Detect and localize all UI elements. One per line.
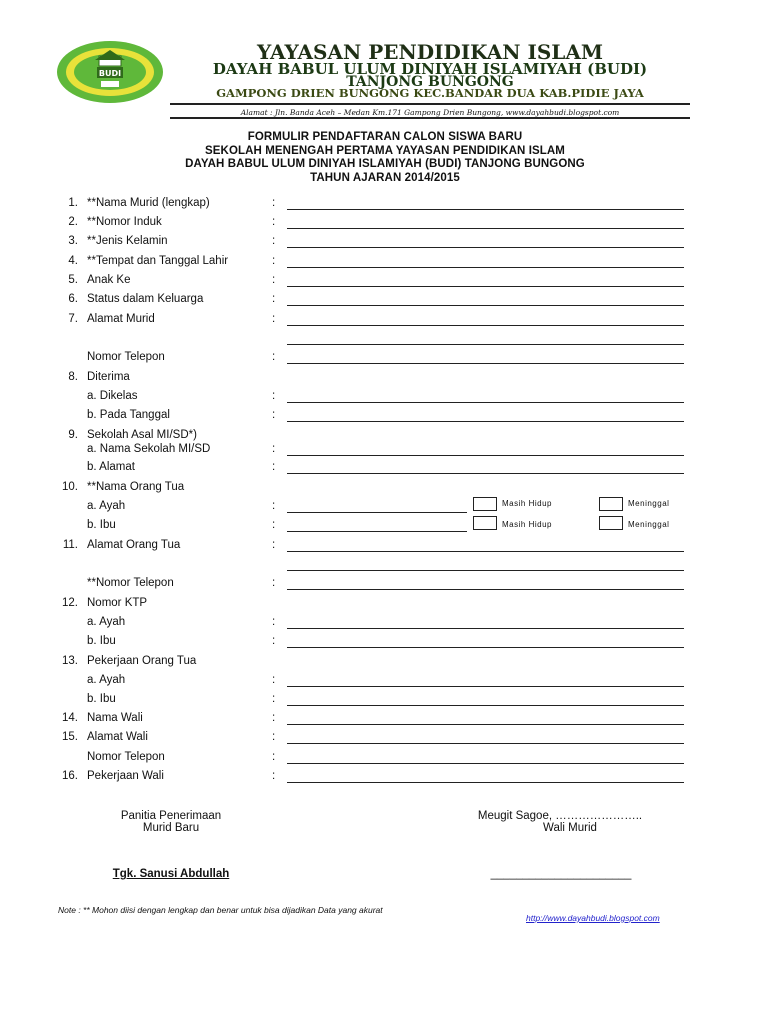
- school-logo: [55, 40, 165, 104]
- field-number: 7.: [68, 313, 78, 325]
- field-number: 13.: [62, 655, 78, 667]
- father-deceased-checkbox[interactable]: [599, 497, 623, 511]
- field-label: Nomor Telepon: [87, 751, 165, 763]
- guardian-title: Wali Murid: [543, 822, 597, 834]
- father-ktp-line[interactable]: [287, 628, 684, 629]
- student-id-line[interactable]: [287, 228, 684, 229]
- committee-name: Tgk. Sanusi Abdullah: [112, 868, 230, 880]
- student-phone-line[interactable]: [287, 363, 684, 364]
- field-colon: :: [272, 409, 276, 421]
- field-label: Nomor KTP: [87, 597, 148, 609]
- header-dayah-name: DAYAH BABUL ULUM DINIYAH ISLAMIYAH (BUDI): [212, 60, 648, 78]
- field-colon: :: [272, 274, 276, 286]
- birth-line[interactable]: [287, 267, 684, 268]
- logo-text: BUDI: [98, 69, 122, 78]
- form-title-line: SEKOLAH MENENGAH PERTAMA YAYASAN PENDIDIKAN ISLAM: [205, 144, 565, 157]
- student-address-line[interactable]: [287, 325, 684, 326]
- field-colon: :: [272, 770, 276, 782]
- student-name-line[interactable]: [287, 209, 684, 210]
- field-colon: :: [272, 390, 276, 402]
- field-colon: :: [272, 635, 276, 647]
- header-rule-bottom: [170, 117, 690, 119]
- father-alive-checkbox[interactable]: [473, 497, 497, 511]
- field-label: b. Ibu: [87, 635, 116, 647]
- field-label: b. Ibu: [87, 519, 116, 531]
- guardian-signature-block: [460, 810, 660, 834]
- field-label: b. Pada Tanggal: [87, 409, 170, 421]
- guardian-signature-line[interactable]: ______________________: [490, 868, 632, 880]
- field-label: a. Ayah: [87, 616, 126, 628]
- field-label: **Nomor Telepon: [87, 577, 174, 589]
- website-link[interactable]: http://www.dayahbudi.blogspot.com: [526, 913, 660, 923]
- header-address: Alamat : Jln. Banda Aceh – Medan Km.171 Gampong Drien Bungong, www.dayahbudi.blogspot.com: [240, 108, 620, 117]
- mother-name-line[interactable]: [287, 531, 467, 532]
- field-number: 14.: [62, 712, 78, 724]
- field-label: b. Ibu: [87, 693, 116, 705]
- field-number: 12.: [62, 597, 78, 609]
- field-colon: :: [272, 500, 276, 512]
- school-address-line[interactable]: [287, 473, 684, 474]
- status-label: Masih Hidup: [502, 520, 552, 529]
- committee-title: Panitia Penerimaan: [120, 810, 222, 822]
- field-label: **Nama Murid (lengkap): [87, 197, 210, 209]
- field-label: Alamat Murid: [87, 313, 155, 325]
- father-name-line[interactable]: [287, 512, 467, 513]
- student-address-line-2[interactable]: [287, 344, 684, 345]
- field-label: Alamat Orang Tua: [87, 539, 181, 551]
- child-order-line[interactable]: [287, 286, 684, 287]
- field-colon: :: [272, 539, 276, 551]
- field-colon: :: [272, 461, 276, 473]
- field-colon: :: [272, 293, 276, 305]
- field-label: a. Dikelas: [87, 390, 138, 402]
- mother-deceased-checkbox[interactable]: [599, 516, 623, 530]
- field-label: **Nomor Induk: [87, 216, 162, 228]
- field-label: Status dalam Keluarga: [87, 293, 204, 305]
- status-label: Meninggal: [628, 520, 670, 529]
- field-number: 3.: [68, 235, 78, 247]
- field-colon: :: [272, 751, 276, 763]
- field-number: 15.: [62, 731, 78, 743]
- field-colon: :: [272, 255, 276, 267]
- field-label: Pekerjaan Orang Tua: [87, 655, 197, 667]
- field-number: 16.: [62, 770, 78, 782]
- form-title-line: DAYAH BABUL ULUM DINIYAH ISLAMIYAH (BUDI) TANJONG BUNGONG: [185, 158, 585, 170]
- school-name-line[interactable]: [287, 455, 684, 456]
- guardian-phone-line[interactable]: [287, 763, 684, 764]
- field-label: a. Nama Sekolah MI/SD: [87, 443, 211, 455]
- field-colon: :: [272, 616, 276, 628]
- field-colon: :: [272, 351, 276, 363]
- field-label: **Nama Orang Tua: [87, 481, 185, 493]
- header-foundation-name: YAYASAN PENDIDIKAN ISLAM: [256, 40, 604, 64]
- field-number: 1.: [68, 197, 78, 209]
- field-label: **Jenis Kelamin: [87, 235, 168, 247]
- father-job-line[interactable]: [287, 686, 684, 687]
- field-colon: :: [272, 674, 276, 686]
- header-rule-top: [170, 103, 690, 105]
- field-label: a. Ayah: [87, 674, 126, 686]
- parent-phone-line[interactable]: [287, 589, 684, 590]
- field-colon: :: [272, 197, 276, 209]
- field-number: 11.: [62, 539, 78, 551]
- status-label: Meninggal: [628, 499, 670, 508]
- field-label: Anak Ke: [87, 274, 131, 286]
- field-label: Alamat Wali: [87, 731, 148, 743]
- guardian-address-line[interactable]: [287, 743, 684, 744]
- footer-note: Note : ** Mohon diisi dengan lengkap dan benar untuk bisa dijadikan Data yang akurat: [58, 905, 383, 915]
- field-number: 2.: [68, 216, 78, 228]
- field-colon: :: [272, 693, 276, 705]
- form-title-line: TAHUN AJARAN 2014/2015: [310, 171, 460, 184]
- field-label: a. Ayah: [87, 500, 126, 512]
- field-label: Nomor Telepon: [87, 351, 165, 363]
- header-region: GAMPONG DRIEN BUNGONG KEC.BANDAR DUA KAB.PIDIE JAYA: [216, 86, 644, 100]
- mother-job-line[interactable]: [287, 705, 684, 706]
- field-number: 9.: [68, 429, 78, 441]
- field-label: Pekerjaan Wali: [87, 770, 164, 782]
- field-colon: :: [272, 731, 276, 743]
- field-colon: :: [272, 712, 276, 724]
- field-number: 6.: [68, 293, 78, 305]
- gender-line[interactable]: [287, 247, 684, 248]
- field-colon: :: [272, 519, 276, 531]
- committee-subtitle: Murid Baru: [142, 822, 200, 834]
- field-number: 4.: [68, 255, 78, 267]
- form-title: [60, 131, 710, 185]
- field-label: **Tempat dan Tanggal Lahir: [87, 255, 229, 267]
- field-colon: :: [272, 313, 276, 325]
- field-number: 10.: [62, 481, 78, 493]
- class-line[interactable]: [287, 402, 684, 403]
- mother-alive-checkbox[interactable]: [473, 516, 497, 530]
- field-number: 5.: [68, 274, 78, 286]
- mother-ktp-line[interactable]: [287, 647, 684, 648]
- guardian-job-line[interactable]: [287, 782, 684, 783]
- family-status-line[interactable]: [287, 305, 684, 306]
- status-label: Masih Hidup: [502, 499, 552, 508]
- parent-address-line-2[interactable]: [287, 570, 684, 571]
- field-colon: :: [272, 577, 276, 589]
- parent-address-line[interactable]: [287, 551, 684, 552]
- field-label: Nama Wali: [87, 712, 143, 724]
- field-colon: :: [272, 216, 276, 228]
- field-colon: :: [272, 443, 276, 455]
- field-label: Diterima: [87, 371, 130, 383]
- guardian-name-line[interactable]: [287, 724, 684, 725]
- field-label: Sekolah Asal MI/SD*): [87, 429, 197, 441]
- header-village: TANJONG BUNGONG: [346, 74, 514, 90]
- field-label: b. Alamat: [87, 461, 135, 473]
- field-colon: :: [272, 235, 276, 247]
- place-date: Meugit Sagoe, …………………..: [477, 810, 643, 822]
- field-number: 8.: [68, 371, 78, 383]
- committee-signature-block: [96, 810, 246, 834]
- form-title-line: FORMULIR PENDAFTARAN CALON SISWA BARU: [247, 131, 523, 143]
- accept-date-line[interactable]: [287, 421, 684, 422]
